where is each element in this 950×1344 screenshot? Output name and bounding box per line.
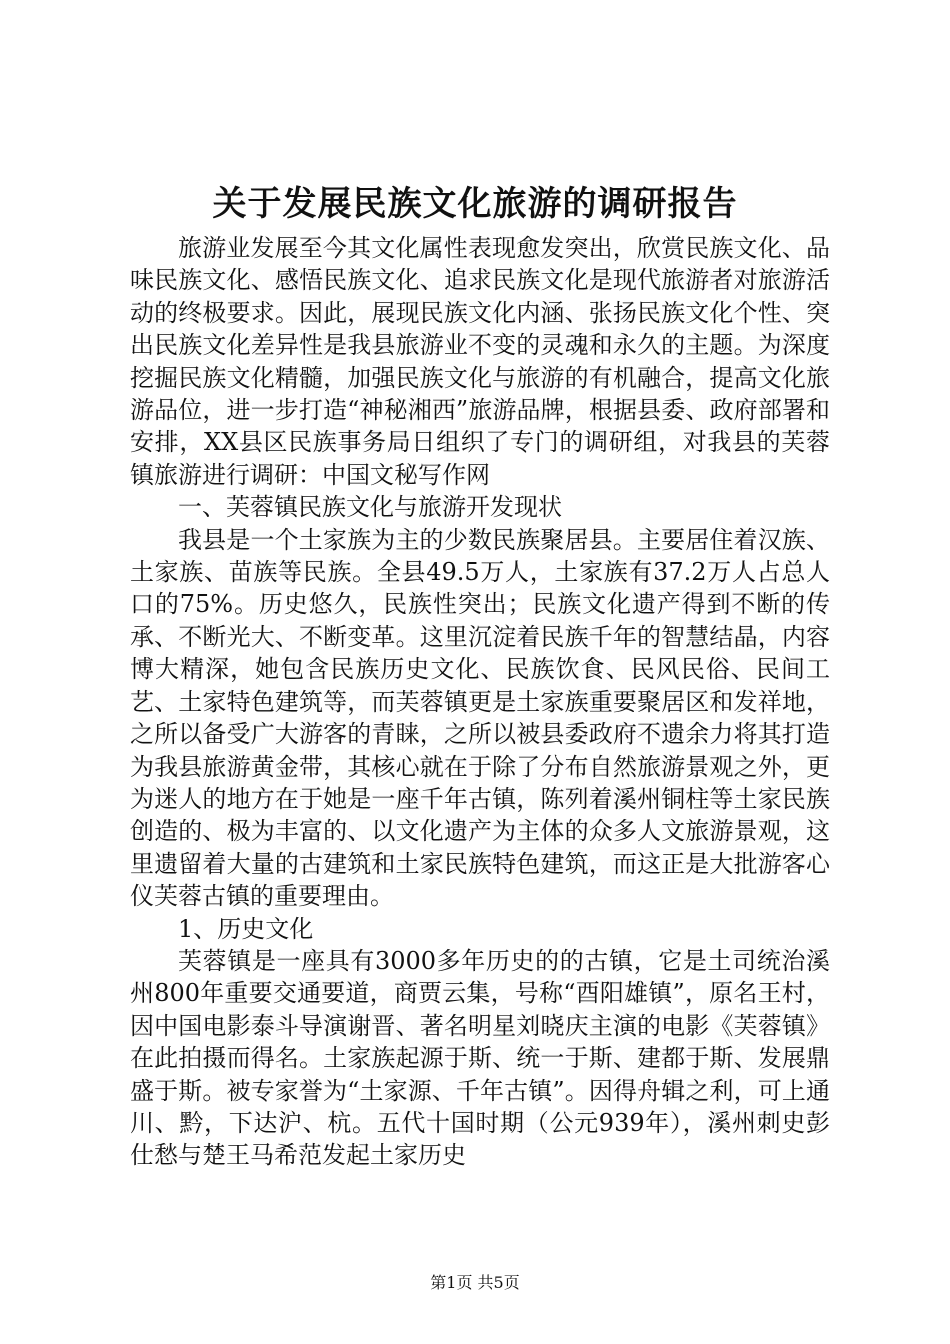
- body-paragraph: 芙蓉镇是一座具有3000多年历史的的古镇，它是土司统治溪州800年重要交通要道，商贾云集，号称“酉阳雄镇”，原名王村，因中国电影泰斗导演谢晋、著名明星刘晓庆主演的电影《芙蓉镇》在此拍摄而得名。土家族起源于斯、统一于斯、建都于斯、发展鼎盛于斯。被专家誉为“土家源、千年古镇”。因得舟辑之利，可上通川、黔，下达沪、杭。五代十国时期（公元939年），溪州刺史彭仕愁与楚王马希范发起土家历史: [130, 946, 830, 1170]
- page-number-footer: 第1页 共5页: [430, 1273, 520, 1292]
- document-body: [130, 232, 830, 1172]
- document-title: 关于发展民族文化旅游的调研报告: [212, 184, 738, 224]
- body-paragraph: 我县是一个土家族为主的少数民族聚居县。主要居住着汉族、土家族、苗族等民族。全县49.5万人，土家族有37.2万人占总人口的75%。历史悠久，民族性突出；民族文化遗产得到不断的传承、不断光大、不断变革。这里沉淀着民族千年的智慧结晶，内容博大精深，她包含民族历史文化、民族饮食、民风民俗、民间工艺、土家特色建筑等，而芙蓉镇更是土家族重要聚居区和发祥地，之所以备受广大游客的青睐，之所以被县委政府不遗余力将其打造为我县旅游黄金带，其核心就在于除了分布自然旅游景观之外，更为迷人的地方在于她是一座千年古镇，陈列着溪州铜柱等土家民族创造的、极为丰富的、以文化遗产为主体的众多人文旅游景观，这里遗留着大量的古建筑和土家民族特色建筑，而这正是大批游客心仪芙蓉古镇的重要理由。: [130, 525, 830, 911]
- intro-paragraph: 旅游业发展至今其文化属性表现愈发突出，欣赏民族文化、品味民族文化、感悟民族文化、追求民族文化是现代旅游者对旅游活动的终极要求。因此，展现民族文化内涵、张扬民族文化个性、突出民族文化差异性是我县旅游业不变的灵魂和永久的主题。为深度挖掘民族文化精髓，加强民族文化与旅游的有机融合，提高文化旅游品位，进一步打造“神秘湘西”旅游品牌，根据县委、政府部署和安排，XX县区民族事务局日组织了专门的调研组，对我县的芙蓉镇旅游进行调研：中国文秘写作网: [130, 234, 830, 489]
- subsection-heading: 1、历史文化: [178, 914, 314, 943]
- section-heading: 一、芙蓉镇民族文化与旅游开发现状: [178, 493, 562, 522]
